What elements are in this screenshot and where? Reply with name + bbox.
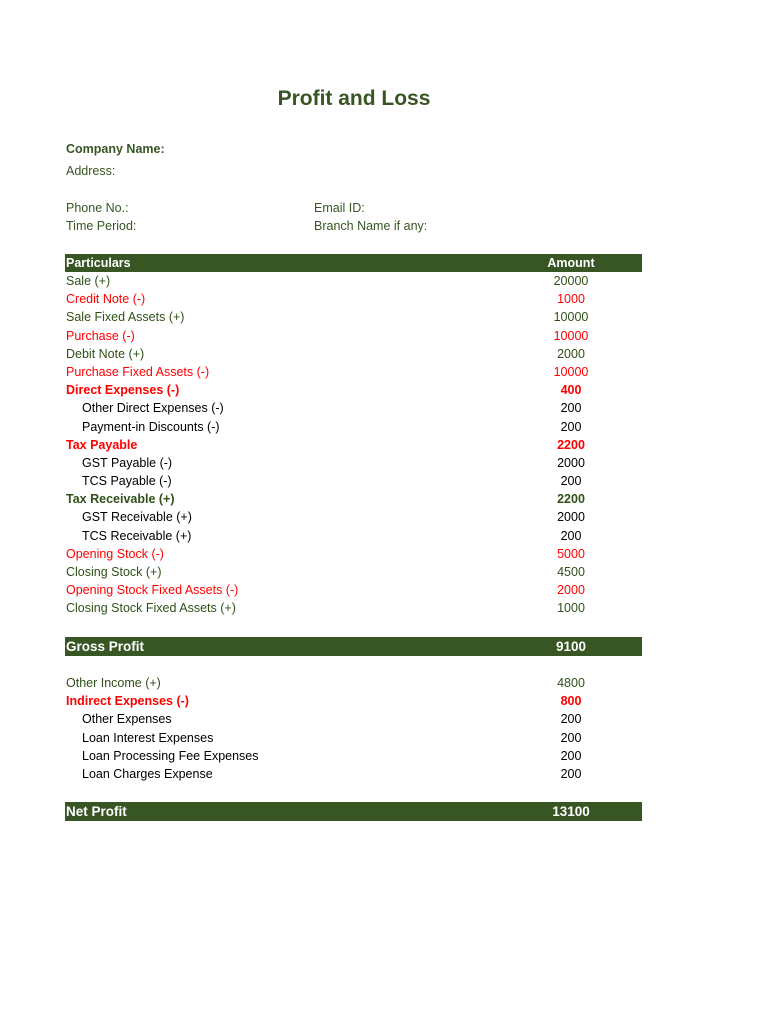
- table-row: [65, 747, 642, 765]
- row-amount: 200: [560, 730, 582, 745]
- row-amount: 200: [560, 748, 582, 763]
- row-label: Tax Payable: [66, 437, 138, 452]
- row-label: Direct Expenses (-): [66, 383, 180, 398]
- table-row: [65, 308, 642, 326]
- particulars-header: Particulars: [66, 256, 131, 270]
- amount-header: Amount: [547, 256, 595, 270]
- row-amount: 200: [560, 474, 582, 489]
- row-amount: 4800: [557, 676, 585, 690]
- table-row: [65, 692, 642, 710]
- table-row: [65, 674, 642, 692]
- particulars-list: [65, 272, 642, 618]
- row-amount: 1000: [557, 601, 585, 616]
- row-label: Loan Processing Fee Expenses: [82, 748, 259, 763]
- net-profit-label: Net Profit: [66, 804, 127, 819]
- table-row: [65, 290, 642, 308]
- net-profit-row: [65, 802, 642, 821]
- table-row: [65, 729, 642, 747]
- row-label: Closing Stock Fixed Assets (+): [66, 601, 236, 616]
- row-label: Opening Stock Fixed Assets (-): [66, 583, 239, 598]
- table-row: [65, 545, 642, 563]
- row-amount: 2000: [557, 455, 585, 470]
- company-name-label: Company Name:: [66, 142, 165, 156]
- row-label: Sale Fixed Assets (+): [66, 310, 185, 325]
- row-label: GST Receivable (+): [82, 510, 192, 525]
- table-row: [65, 454, 642, 472]
- row-amount: 800: [560, 694, 582, 709]
- row-amount: 2000: [557, 346, 585, 361]
- row-amount: 200: [560, 419, 582, 434]
- table-row: [65, 765, 642, 783]
- row-label: Closing Stock (+): [66, 565, 162, 579]
- gross-profit-row: [65, 637, 642, 656]
- email-label: Email ID:: [314, 201, 365, 215]
- row-label: Other Expenses: [82, 712, 172, 727]
- table-row: [65, 563, 642, 581]
- row-label: Credit Note (-): [66, 292, 146, 307]
- row-amount: 200: [560, 401, 582, 416]
- row-label: Loan Interest Expenses: [82, 730, 214, 745]
- table-row: [65, 490, 642, 508]
- row-amount: 200: [560, 766, 582, 781]
- row-amount: 1000: [557, 292, 585, 307]
- row-label: Other Direct Expenses (-): [82, 401, 224, 416]
- row-label: GST Payable (-): [82, 455, 173, 470]
- page-title: Profit and Loss: [277, 87, 431, 110]
- gross-profit-amount: 9100: [555, 639, 587, 654]
- time-period-label: Time Period:: [66, 219, 137, 233]
- row-amount: 400: [560, 383, 582, 398]
- row-amount: 2000: [557, 510, 585, 525]
- row-amount: 200: [560, 528, 582, 543]
- phone-label: Phone No.:: [66, 201, 129, 215]
- table-row: [65, 327, 642, 345]
- row-amount: 4500: [557, 565, 585, 579]
- branch-label: Branch Name if any:: [314, 219, 428, 233]
- row-amount: 20000: [553, 274, 589, 288]
- other-income-list: [65, 674, 642, 783]
- table-row: [65, 436, 642, 454]
- row-amount: 200: [560, 712, 582, 727]
- table-header: [65, 254, 642, 272]
- address-label: Address:: [66, 164, 116, 178]
- net-profit-amount: 13100: [552, 804, 590, 819]
- table-row: [65, 599, 642, 617]
- row-amount: 2200: [557, 492, 585, 507]
- row-label: TCS Payable (-): [82, 474, 172, 489]
- table-row: [65, 399, 642, 417]
- gross-profit-label: Gross Profit: [66, 639, 145, 654]
- row-amount: 2200: [557, 437, 585, 452]
- row-amount: 10000: [553, 310, 589, 325]
- row-label: Tax Receivable (+): [66, 492, 175, 507]
- row-label: Debit Note (+): [66, 346, 145, 361]
- table-row: [65, 418, 642, 436]
- table-row: [65, 381, 642, 399]
- table-row: [65, 472, 642, 490]
- table-row: [65, 272, 642, 290]
- table-row: [65, 345, 642, 363]
- table-row: [65, 581, 642, 599]
- row-label: Payment-in Discounts (-): [82, 419, 220, 434]
- row-amount: 10000: [553, 364, 589, 379]
- row-label: Opening Stock (-): [66, 546, 164, 561]
- row-amount: 5000: [557, 546, 585, 561]
- row-label: Purchase Fixed Assets (-): [66, 364, 210, 379]
- table-row: [65, 527, 642, 545]
- row-label: Indirect Expenses (-): [66, 694, 189, 709]
- row-label: Loan Charges Expense: [82, 766, 213, 781]
- row-label: Other Income (+): [66, 676, 161, 690]
- row-amount: 2000: [557, 583, 585, 598]
- table-row: [65, 710, 642, 728]
- row-label: TCS Receivable (+): [82, 528, 192, 543]
- row-label: Purchase (-): [66, 328, 135, 343]
- table-row: [65, 363, 642, 381]
- table-row: [65, 508, 642, 526]
- row-amount: 10000: [553, 328, 589, 343]
- row-label: Sale (+): [66, 274, 111, 288]
